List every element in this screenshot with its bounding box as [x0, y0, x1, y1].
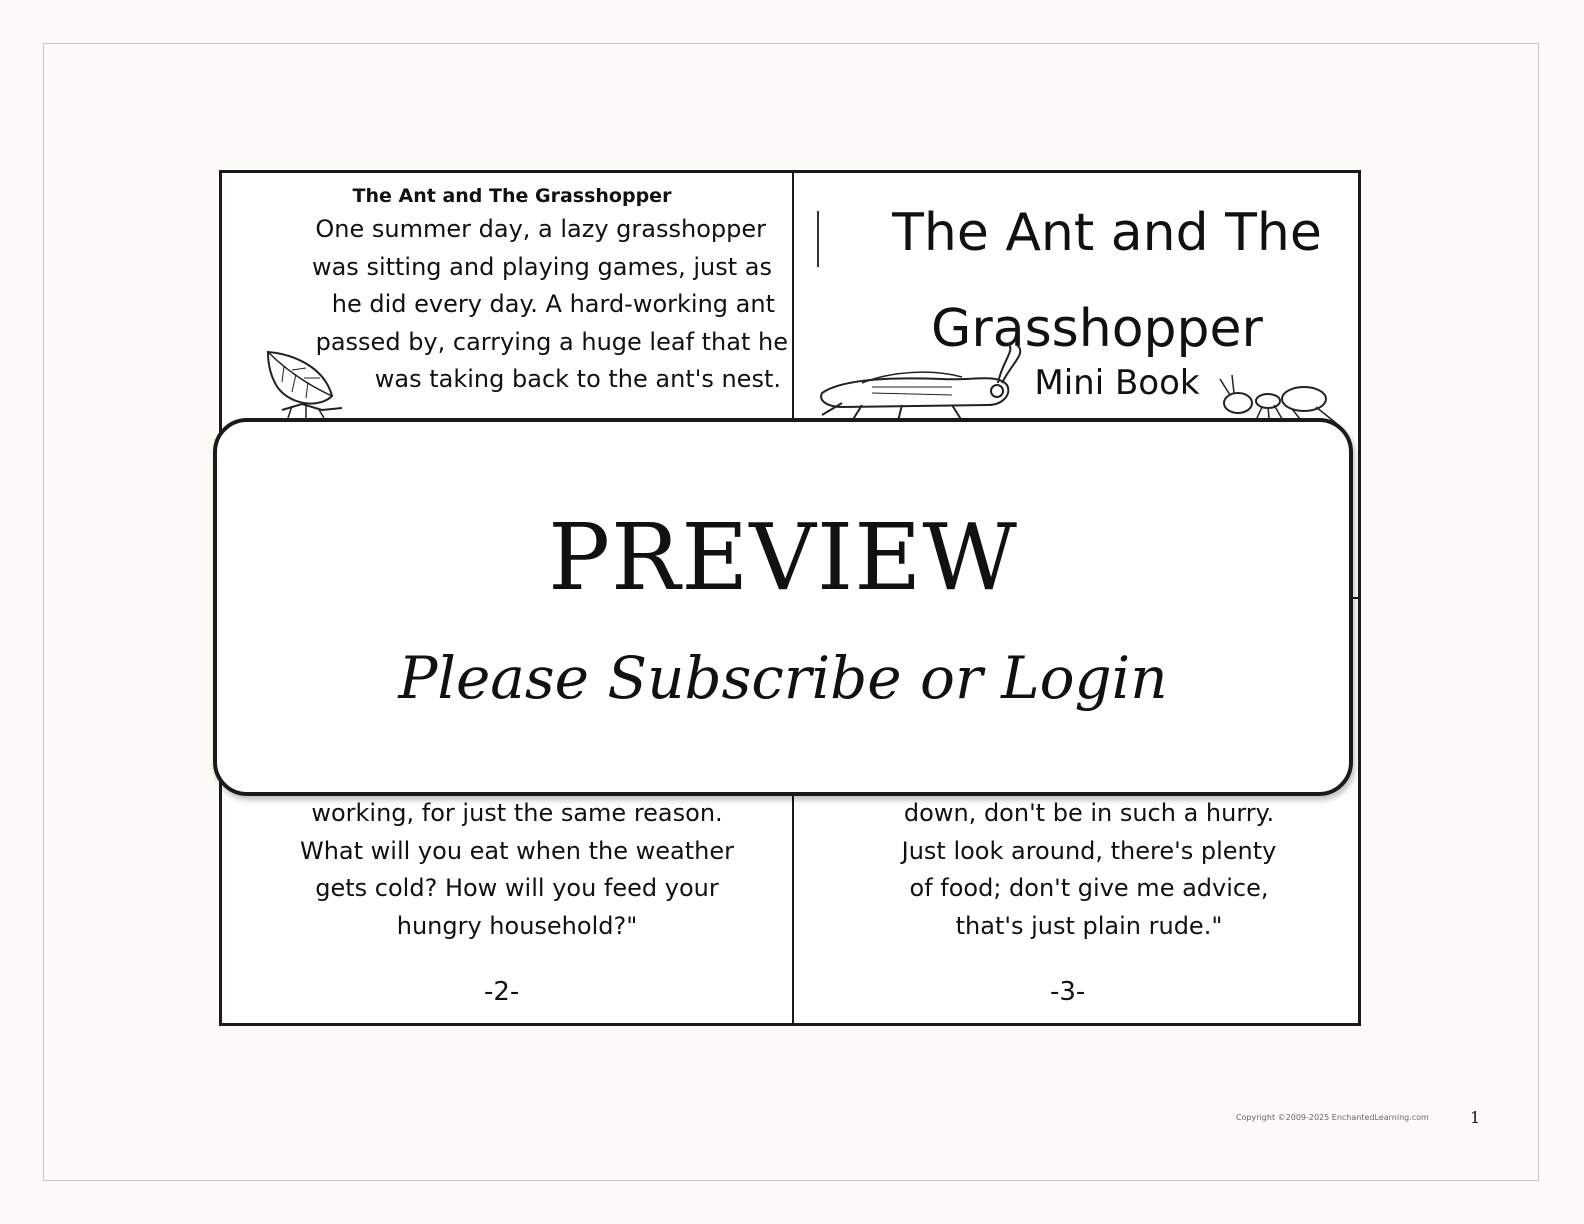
story-line: passed by, carrying a huge leaf that he [315, 327, 788, 356]
story-line: of food; don't give me advice, [909, 874, 1269, 902]
preview-title: PREVIEW [548, 504, 1018, 611]
preview-overlay[interactable] [213, 418, 1353, 796]
story-line: Just look around, there's plenty [901, 836, 1277, 865]
panel2-story [242, 777, 792, 945]
story-line: was taking back to the ant's nest. [374, 365, 781, 393]
cover-subtitle: Mini Book [1034, 363, 1200, 403]
leaf-icon [262, 348, 352, 420]
story-line: he did every day. A hard-working ant [331, 290, 775, 318]
story-line: What will you eat when the weather [299, 836, 734, 865]
story-line: working, for just the same reason. [311, 799, 723, 827]
story-line: was sitting and playing games, just as [311, 252, 772, 281]
text-cursor [817, 211, 819, 267]
cover-title-line1: The Ant and The [892, 203, 1322, 263]
page-number-3: -3- [1050, 977, 1086, 1007]
panel1-heading: The Ant and The Grasshopper [352, 185, 672, 207]
page-number-2: -2- [484, 977, 520, 1007]
story-line: One summer day, a lazy grasshopper [315, 215, 766, 243]
panel3-story [814, 777, 1364, 945]
story-line: gets cold? How will you feed your [315, 874, 719, 902]
sheet-page-number: 1 [1470, 1108, 1481, 1127]
cover-title-line2: Grasshopper [931, 299, 1263, 359]
story-line: hungry household?" [396, 911, 638, 940]
story-line: down, don't be in such a hurry. [903, 799, 1275, 827]
grasshopper-icon [802, 343, 1032, 423]
panel1-story [292, 211, 792, 399]
story-line: that's just plain rude." [955, 911, 1223, 940]
subscribe-login-prompt[interactable]: Please Subscribe or Login [398, 644, 1168, 712]
copyright-notice: Copyright ©2009-2025 EnchantedLearning.com [1236, 1113, 1429, 1122]
